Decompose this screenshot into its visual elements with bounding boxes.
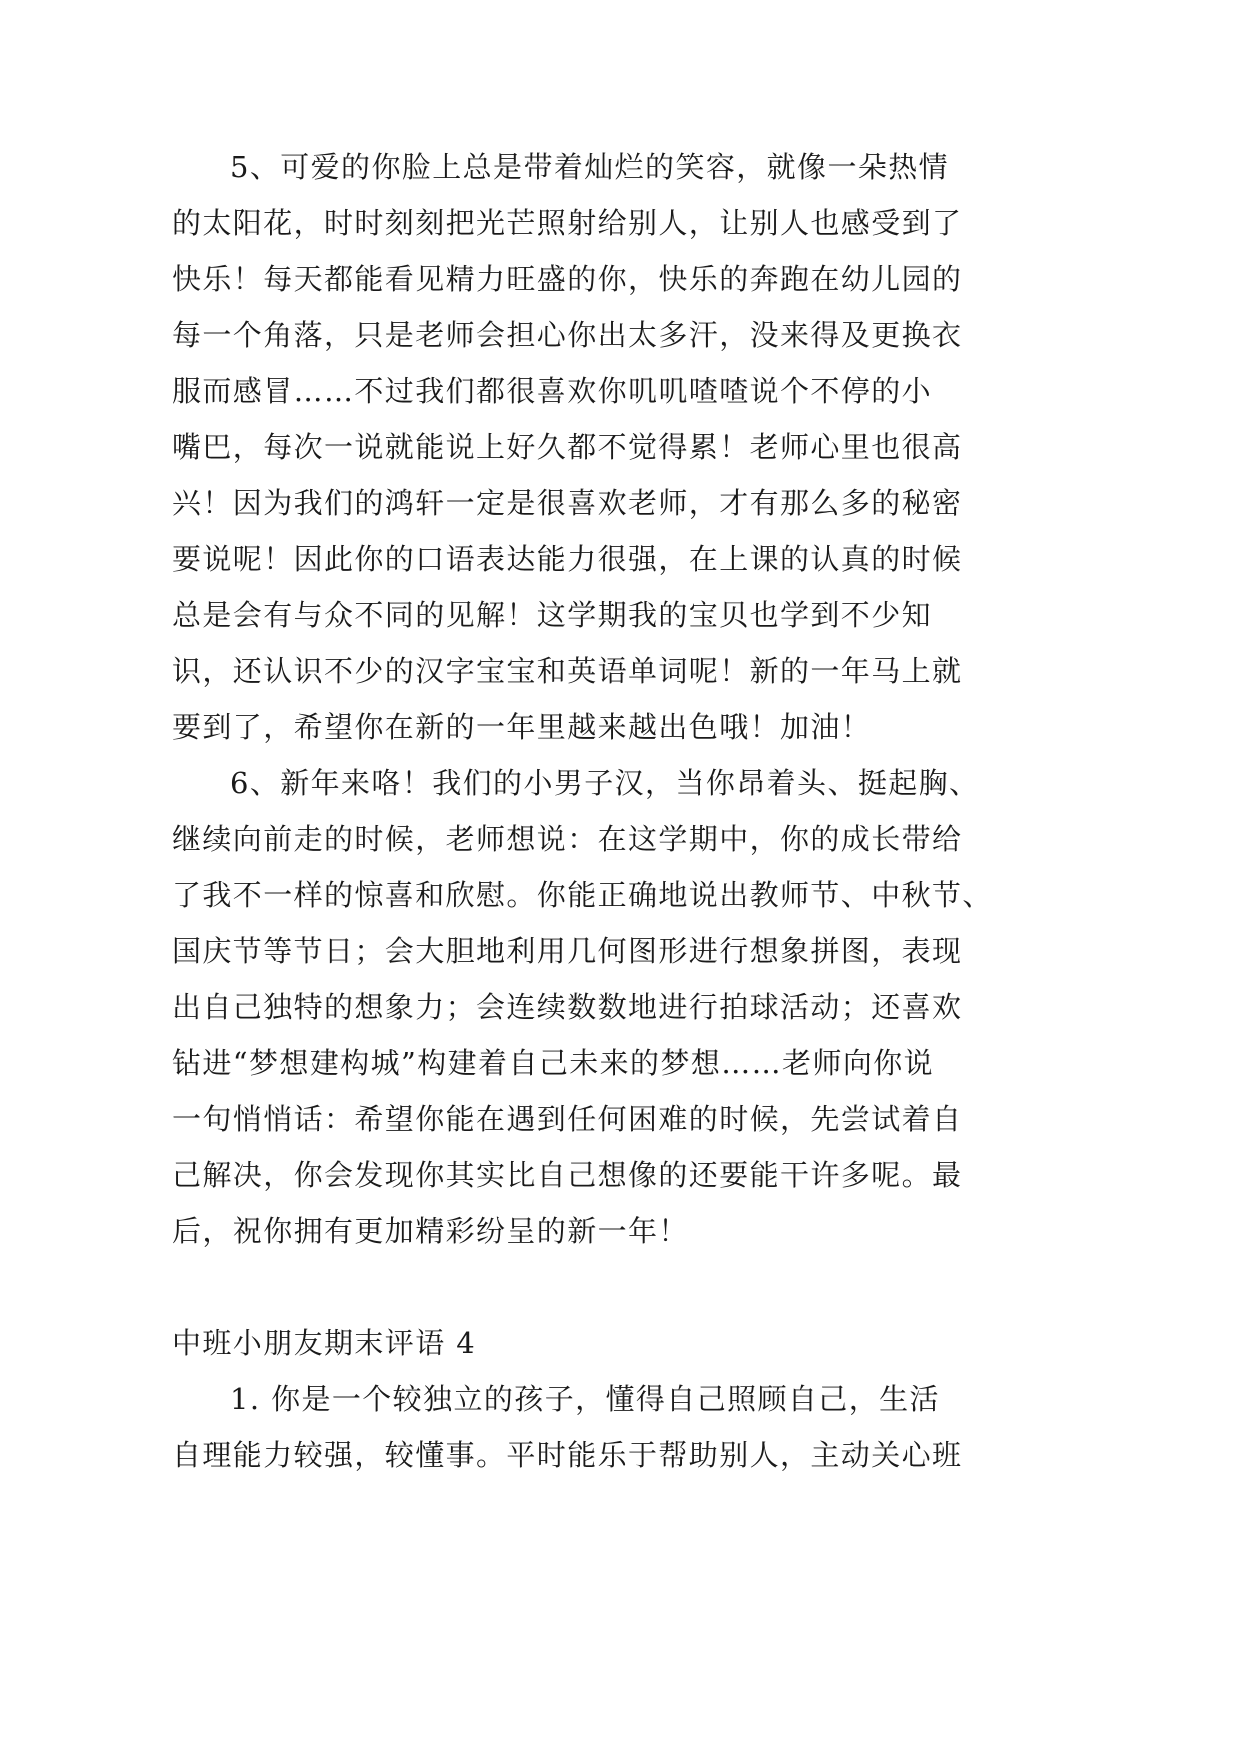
paragraph-1-line: 1. 你是一个较独立的孩子，懂得自己照顾自己，生活 [230, 1382, 940, 1416]
paragraph-5-line: 的太阳花，时时刻刻把光芒照射给别人，让别人也感受到了 [172, 206, 963, 240]
paragraph-6-line: 国庆节等节日；会大胆地利用几何图形进行想象拼图，表现 [172, 934, 963, 968]
paragraph-6-line: 了我不一样的惊喜和欣慰。你能正确地说出教师节、中秋节、 [172, 878, 993, 912]
paragraph-6-line: 6、新年来咯！我们的小男子汉，当你昂着头、挺起胸、 [230, 766, 980, 800]
paragraph-5-line: 要到了，希望你在新的一年里越来越出色哦！加油！ [172, 710, 872, 744]
paragraph-6-line: 继续向前走的时候，老师想说：在这学期中，你的成长带给 [172, 822, 963, 856]
paragraph-5-line: 每一个角落，只是老师会担心你出太多汗，没来得及更换衣 [172, 318, 963, 352]
paragraph-1-line: 自理能力较强，较懂事。平时能乐于帮助别人，主动关心班 [172, 1438, 963, 1472]
paragraph-6-line: 己解决，你会发现你其实比自己想像的还要能干许多呢。最 [172, 1158, 963, 1192]
paragraph-5-line: 总是会有与众不同的见解！这学期我的宝贝也学到不少知 [172, 598, 933, 632]
paragraph-5-line: 兴！因为我们的鸿轩一定是很喜欢老师，才有那么多的秘密 [172, 486, 963, 520]
paragraph-5-line: 快乐！每天都能看见精力旺盛的你，快乐的奔跑在幼儿园的 [172, 262, 963, 296]
paragraph-5-line: 服而感冒……不过我们都很喜欢你叽叽喳喳说个不停的小 [172, 374, 933, 408]
paragraph-5-line: 要说呢！因此你的口语表达能力很强，在上课的认真的时候 [172, 542, 963, 576]
paragraph-5-line: 5、可爱的你脸上总是带着灿烂的笑容，就像一朵热情 [230, 150, 950, 184]
paragraph-6-line: 一句悄悄话：希望你能在遇到任何困难的时候，先尝试着自 [172, 1102, 963, 1136]
paragraph-6-line: 钻进“梦想建构城”构建着自己未来的梦想……老师向你说 [172, 1046, 935, 1080]
paragraph-5-line: 嘴巴，每次一说就能说上好久都不觉得累！老师心里也很高 [172, 430, 963, 464]
paragraph-6-line: 后，祝你拥有更加精彩纷呈的新一年！ [172, 1214, 689, 1248]
paragraph-5-line: 识，还认识不少的汉字宝宝和英语单词呢！新的一年马上就 [172, 654, 963, 688]
paragraph-6-line: 出自己独特的想象力；会连续数数地进行拍球活动；还喜欢 [172, 990, 963, 1024]
section-heading: 中班小朋友期末评语 4 [172, 1326, 477, 1360]
